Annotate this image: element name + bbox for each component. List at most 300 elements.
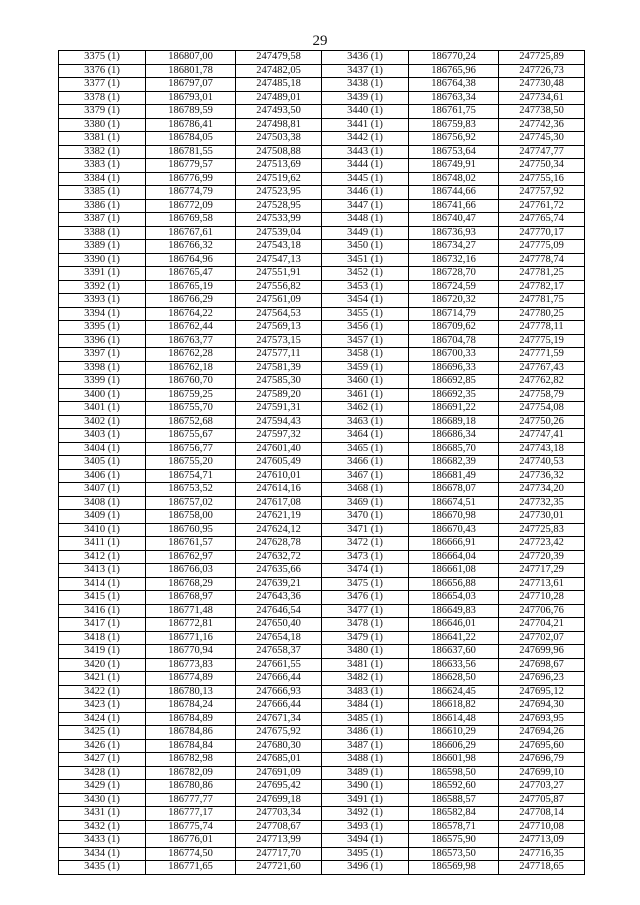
x-coord-right: 186681,49: [409, 469, 499, 483]
point-id-left: 3420 (1): [59, 658, 146, 672]
y-coord-left: 247646,54: [236, 604, 322, 618]
x-coord-right: 186753,64: [409, 145, 499, 159]
point-id-right: 3491 (1): [322, 793, 409, 807]
y-coord-right: 247750,34: [499, 159, 585, 173]
y-coord-right: 247761,72: [499, 199, 585, 213]
y-coord-right: 247710,28: [499, 591, 585, 605]
point-id-left: 3387 (1): [59, 213, 146, 227]
y-coord-left: 247654,18: [236, 631, 322, 645]
x-coord-right: 186736,93: [409, 226, 499, 240]
x-coord-left: 186773,83: [146, 658, 236, 672]
x-coord-right: 186649,83: [409, 604, 499, 618]
y-coord-right: 247708,14: [499, 807, 585, 821]
y-coord-right: 247704,21: [499, 618, 585, 632]
y-coord-left: 247482,05: [236, 64, 322, 78]
y-coord-right: 247771,59: [499, 348, 585, 362]
point-id-left: 3375 (1): [59, 51, 146, 65]
point-id-right: 3477 (1): [322, 604, 409, 618]
x-coord-right: 186724,59: [409, 280, 499, 294]
table-row: [59, 118, 585, 132]
y-coord-left: 247556,82: [236, 280, 322, 294]
table-row: [59, 537, 585, 551]
x-coord-right: 186734,27: [409, 240, 499, 254]
y-coord-left: 247708,67: [236, 820, 322, 834]
point-id-left: 3427 (1): [59, 753, 146, 767]
table-row: [59, 375, 585, 389]
table-row: [59, 726, 585, 740]
point-id-left: 3385 (1): [59, 186, 146, 200]
x-coord-right: 186610,29: [409, 726, 499, 740]
y-coord-left: 247489,01: [236, 91, 322, 105]
y-coord-left: 247581,39: [236, 361, 322, 375]
table-row: [59, 712, 585, 726]
point-id-left: 3419 (1): [59, 645, 146, 659]
x-coord-right: 186714,79: [409, 307, 499, 321]
y-coord-left: 247589,20: [236, 388, 322, 402]
point-id-left: 3423 (1): [59, 699, 146, 713]
point-id-left: 3376 (1): [59, 64, 146, 78]
point-id-left: 3402 (1): [59, 415, 146, 429]
table-row: [59, 132, 585, 146]
y-coord-left: 247594,43: [236, 415, 322, 429]
point-id-left: 3388 (1): [59, 226, 146, 240]
y-coord-right: 247770,17: [499, 226, 585, 240]
point-id-left: 3398 (1): [59, 361, 146, 375]
y-coord-left: 247597,32: [236, 429, 322, 443]
point-id-left: 3414 (1): [59, 577, 146, 591]
table-row: [59, 280, 585, 294]
x-coord-right: 186720,32: [409, 294, 499, 308]
point-id-right: 3490 (1): [322, 780, 409, 794]
point-id-right: 3486 (1): [322, 726, 409, 740]
y-coord-left: 247493,50: [236, 105, 322, 119]
x-coord-left: 186774,89: [146, 672, 236, 686]
table-row: [59, 51, 585, 65]
x-coord-left: 186759,25: [146, 388, 236, 402]
x-coord-left: 186781,55: [146, 145, 236, 159]
y-coord-right: 247754,08: [499, 402, 585, 416]
x-coord-left: 186762,97: [146, 550, 236, 564]
y-coord-right: 247702,07: [499, 631, 585, 645]
y-coord-left: 247703,34: [236, 807, 322, 821]
x-coord-left: 186801,78: [146, 64, 236, 78]
x-coord-right: 186575,90: [409, 834, 499, 848]
x-coord-right: 186692,35: [409, 388, 499, 402]
point-id-left: 3408 (1): [59, 496, 146, 510]
x-coord-right: 186666,91: [409, 537, 499, 551]
y-coord-right: 247781,25: [499, 267, 585, 281]
x-coord-right: 186740,47: [409, 213, 499, 227]
y-coord-left: 247485,18: [236, 78, 322, 92]
y-coord-right: 247699,96: [499, 645, 585, 659]
x-coord-left: 186793,01: [146, 91, 236, 105]
x-coord-left: 186761,57: [146, 537, 236, 551]
x-coord-right: 186637,60: [409, 645, 499, 659]
x-coord-left: 186784,89: [146, 712, 236, 726]
x-coord-left: 186797,07: [146, 78, 236, 92]
point-id-left: 3382 (1): [59, 145, 146, 159]
point-id-left: 3401 (1): [59, 402, 146, 416]
table-row: [59, 240, 585, 254]
y-coord-right: 247710,08: [499, 820, 585, 834]
y-coord-left: 247621,19: [236, 510, 322, 524]
point-id-right: 3472 (1): [322, 537, 409, 551]
x-coord-left: 186768,97: [146, 591, 236, 605]
point-id-right: 3439 (1): [322, 91, 409, 105]
point-id-right: 3437 (1): [322, 64, 409, 78]
point-id-left: 3378 (1): [59, 91, 146, 105]
y-coord-right: 247738,50: [499, 105, 585, 119]
x-coord-right: 186588,57: [409, 793, 499, 807]
y-coord-right: 247747,41: [499, 429, 585, 443]
x-coord-left: 186776,99: [146, 172, 236, 186]
point-id-right: 3489 (1): [322, 766, 409, 780]
x-coord-right: 186764,38: [409, 78, 499, 92]
x-coord-left: 186784,24: [146, 699, 236, 713]
y-coord-right: 247696,79: [499, 753, 585, 767]
y-coord-left: 247539,04: [236, 226, 322, 240]
y-coord-left: 247617,08: [236, 496, 322, 510]
table-row: [59, 294, 585, 308]
point-id-left: 3430 (1): [59, 793, 146, 807]
point-id-left: 3399 (1): [59, 375, 146, 389]
y-coord-left: 247503,38: [236, 132, 322, 146]
point-id-right: 3473 (1): [322, 550, 409, 564]
x-coord-left: 186753,52: [146, 483, 236, 497]
point-id-right: 3465 (1): [322, 442, 409, 456]
point-id-left: 3434 (1): [59, 847, 146, 861]
table-row: [59, 186, 585, 200]
table-row: [59, 577, 585, 591]
table-row: [59, 510, 585, 524]
table-row: [59, 172, 585, 186]
x-coord-right: 186661,08: [409, 564, 499, 578]
point-id-left: 3433 (1): [59, 834, 146, 848]
y-coord-left: 247585,30: [236, 375, 322, 389]
x-coord-right: 186664,04: [409, 550, 499, 564]
point-id-right: 3482 (1): [322, 672, 409, 686]
y-coord-right: 247736,32: [499, 469, 585, 483]
x-coord-right: 186709,62: [409, 321, 499, 335]
point-id-right: 3464 (1): [322, 429, 409, 443]
table-row: [59, 618, 585, 632]
y-coord-right: 247696,23: [499, 672, 585, 686]
y-coord-right: 247747,77: [499, 145, 585, 159]
y-coord-right: 247734,61: [499, 91, 585, 105]
point-id-left: 3421 (1): [59, 672, 146, 686]
y-coord-left: 247666,93: [236, 685, 322, 699]
x-coord-right: 186670,43: [409, 523, 499, 537]
x-coord-left: 186774,79: [146, 186, 236, 200]
y-coord-left: 247666,44: [236, 672, 322, 686]
point-id-left: 3412 (1): [59, 550, 146, 564]
y-coord-right: 247750,26: [499, 415, 585, 429]
y-coord-right: 247694,30: [499, 699, 585, 713]
y-coord-left: 247650,40: [236, 618, 322, 632]
y-coord-left: 247717,70: [236, 847, 322, 861]
point-id-left: 3384 (1): [59, 172, 146, 186]
point-id-left: 3424 (1): [59, 712, 146, 726]
y-coord-left: 247519,62: [236, 172, 322, 186]
point-id-left: 3406 (1): [59, 469, 146, 483]
table-row: [59, 604, 585, 618]
point-id-right: 3449 (1): [322, 226, 409, 240]
table-row: [59, 550, 585, 564]
x-coord-left: 186756,77: [146, 442, 236, 456]
y-coord-right: 247743,18: [499, 442, 585, 456]
point-id-right: 3479 (1): [322, 631, 409, 645]
x-coord-right: 186598,50: [409, 766, 499, 780]
x-coord-left: 186760,95: [146, 523, 236, 537]
x-coord-right: 186656,88: [409, 577, 499, 591]
x-coord-left: 186786,41: [146, 118, 236, 132]
point-id-right: 3447 (1): [322, 199, 409, 213]
x-coord-left: 186755,67: [146, 429, 236, 443]
x-coord-right: 186732,16: [409, 253, 499, 267]
x-coord-left: 186782,09: [146, 766, 236, 780]
point-id-right: 3461 (1): [322, 388, 409, 402]
table-row: [59, 739, 585, 753]
y-coord-right: 247755,16: [499, 172, 585, 186]
table-row: [59, 145, 585, 159]
x-coord-left: 186763,77: [146, 334, 236, 348]
x-coord-left: 186762,18: [146, 361, 236, 375]
y-coord-left: 247658,37: [236, 645, 322, 659]
y-coord-left: 247547,13: [236, 253, 322, 267]
y-coord-right: 247778,11: [499, 321, 585, 335]
y-coord-right: 247745,30: [499, 132, 585, 146]
table-row: [59, 213, 585, 227]
table-row: [59, 645, 585, 659]
x-coord-right: 186682,39: [409, 456, 499, 470]
point-id-right: 3458 (1): [322, 348, 409, 362]
x-coord-left: 186757,02: [146, 496, 236, 510]
point-id-left: 3383 (1): [59, 159, 146, 173]
coordinates-table: [58, 50, 585, 875]
x-coord-left: 186777,77: [146, 793, 236, 807]
y-coord-right: 247726,73: [499, 64, 585, 78]
y-coord-left: 247601,40: [236, 442, 322, 456]
y-coord-left: 247635,66: [236, 564, 322, 578]
point-id-left: 3415 (1): [59, 591, 146, 605]
y-coord-right: 247765,74: [499, 213, 585, 227]
y-coord-left: 247573,15: [236, 334, 322, 348]
x-coord-right: 186670,98: [409, 510, 499, 524]
table-row: [59, 591, 585, 605]
y-coord-right: 247705,87: [499, 793, 585, 807]
y-coord-left: 247614,16: [236, 483, 322, 497]
point-id-left: 3426 (1): [59, 739, 146, 753]
point-id-left: 3390 (1): [59, 253, 146, 267]
y-coord-right: 247713,61: [499, 577, 585, 591]
point-id-right: 3484 (1): [322, 699, 409, 713]
point-id-left: 3392 (1): [59, 280, 146, 294]
table-row: [59, 226, 585, 240]
y-coord-left: 247479,58: [236, 51, 322, 65]
point-id-right: 3467 (1): [322, 469, 409, 483]
point-id-left: 3435 (1): [59, 861, 146, 875]
point-id-right: 3445 (1): [322, 172, 409, 186]
x-coord-right: 186700,33: [409, 348, 499, 362]
x-coord-right: 186606,29: [409, 739, 499, 753]
y-coord-left: 247666,44: [236, 699, 322, 713]
point-id-left: 3393 (1): [59, 294, 146, 308]
point-id-right: 3457 (1): [322, 334, 409, 348]
y-coord-left: 247675,92: [236, 726, 322, 740]
x-coord-left: 186780,13: [146, 685, 236, 699]
x-coord-left: 186766,03: [146, 564, 236, 578]
table-row: [59, 159, 585, 173]
x-coord-right: 186765,96: [409, 64, 499, 78]
point-id-left: 3411 (1): [59, 537, 146, 551]
x-coord-right: 186578,71: [409, 820, 499, 834]
point-id-right: 3451 (1): [322, 253, 409, 267]
x-coord-left: 186784,84: [146, 739, 236, 753]
point-id-right: 3469 (1): [322, 496, 409, 510]
x-coord-left: 186775,74: [146, 820, 236, 834]
table-row: [59, 415, 585, 429]
y-coord-left: 247528,95: [236, 199, 322, 213]
x-coord-right: 186614,48: [409, 712, 499, 726]
point-id-right: 3468 (1): [322, 483, 409, 497]
y-coord-left: 247680,30: [236, 739, 322, 753]
table-row: [59, 523, 585, 537]
y-coord-right: 247732,35: [499, 496, 585, 510]
point-id-right: 3443 (1): [322, 145, 409, 159]
point-id-left: 3380 (1): [59, 118, 146, 132]
x-coord-right: 186692,85: [409, 375, 499, 389]
x-coord-right: 186759,83: [409, 118, 499, 132]
y-coord-right: 247762,82: [499, 375, 585, 389]
table-row: [59, 199, 585, 213]
y-coord-right: 247758,79: [499, 388, 585, 402]
point-id-left: 3379 (1): [59, 105, 146, 119]
y-coord-left: 247533,99: [236, 213, 322, 227]
point-id-left: 3396 (1): [59, 334, 146, 348]
x-coord-left: 186774,50: [146, 847, 236, 861]
table-row: [59, 78, 585, 92]
y-coord-right: 247730,48: [499, 78, 585, 92]
point-id-right: 3470 (1): [322, 510, 409, 524]
table-row: [59, 388, 585, 402]
point-id-right: 3480 (1): [322, 645, 409, 659]
y-coord-right: 247694,26: [499, 726, 585, 740]
y-coord-right: 247723,42: [499, 537, 585, 551]
y-coord-right: 247699,10: [499, 766, 585, 780]
y-coord-left: 247685,01: [236, 753, 322, 767]
x-coord-right: 186748,02: [409, 172, 499, 186]
y-coord-right: 247706,76: [499, 604, 585, 618]
x-coord-left: 186807,00: [146, 51, 236, 65]
y-coord-right: 247698,67: [499, 658, 585, 672]
x-coord-left: 186784,05: [146, 132, 236, 146]
point-id-right: 3475 (1): [322, 577, 409, 591]
y-coord-left: 247551,91: [236, 267, 322, 281]
x-coord-right: 186696,33: [409, 361, 499, 375]
y-coord-right: 247782,17: [499, 280, 585, 294]
x-coord-left: 186784,86: [146, 726, 236, 740]
table-row: [59, 267, 585, 281]
table-row: [59, 321, 585, 335]
point-id-right: 3446 (1): [322, 186, 409, 200]
point-id-left: 3395 (1): [59, 321, 146, 335]
table-row: [59, 429, 585, 443]
x-coord-right: 186761,75: [409, 105, 499, 119]
table-row: [59, 820, 585, 834]
table-row: [59, 834, 585, 848]
y-coord-left: 247695,42: [236, 780, 322, 794]
point-id-right: 3440 (1): [322, 105, 409, 119]
x-coord-left: 186772,81: [146, 618, 236, 632]
point-id-right: 3460 (1): [322, 375, 409, 389]
point-id-left: 3422 (1): [59, 685, 146, 699]
table-row: [59, 456, 585, 470]
point-id-right: 3448 (1): [322, 213, 409, 227]
x-coord-left: 186768,29: [146, 577, 236, 591]
point-id-left: 3405 (1): [59, 456, 146, 470]
point-id-left: 3389 (1): [59, 240, 146, 254]
point-id-right: 3453 (1): [322, 280, 409, 294]
y-coord-right: 247713,09: [499, 834, 585, 848]
table-row: [59, 361, 585, 375]
point-id-left: 3413 (1): [59, 564, 146, 578]
x-coord-right: 186624,45: [409, 685, 499, 699]
point-id-left: 3404 (1): [59, 442, 146, 456]
point-id-right: 3454 (1): [322, 294, 409, 308]
x-coord-right: 186592,60: [409, 780, 499, 794]
y-coord-right: 247717,29: [499, 564, 585, 578]
x-coord-left: 186762,28: [146, 348, 236, 362]
x-coord-right: 186569,98: [409, 861, 499, 875]
x-coord-right: 186741,66: [409, 199, 499, 213]
table-row: [59, 780, 585, 794]
point-id-right: 3488 (1): [322, 753, 409, 767]
y-coord-right: 247767,43: [499, 361, 585, 375]
y-coord-right: 247780,25: [499, 307, 585, 321]
y-coord-left: 247523,95: [236, 186, 322, 200]
x-coord-left: 186765,47: [146, 267, 236, 281]
y-coord-left: 247628,78: [236, 537, 322, 551]
y-coord-left: 247498,81: [236, 118, 322, 132]
point-id-left: 3431 (1): [59, 807, 146, 821]
point-id-left: 3417 (1): [59, 618, 146, 632]
y-coord-left: 247713,99: [236, 834, 322, 848]
point-id-right: 3452 (1): [322, 267, 409, 281]
y-coord-right: 247703,27: [499, 780, 585, 794]
point-id-right: 3493 (1): [322, 820, 409, 834]
x-coord-left: 186779,57: [146, 159, 236, 173]
x-coord-right: 186749,91: [409, 159, 499, 173]
point-id-right: 3481 (1): [322, 658, 409, 672]
table-row: [59, 685, 585, 699]
y-coord-right: 247716,35: [499, 847, 585, 861]
table-row: [59, 807, 585, 821]
point-id-left: 3428 (1): [59, 766, 146, 780]
point-id-right: 3485 (1): [322, 712, 409, 726]
point-id-right: 3463 (1): [322, 415, 409, 429]
y-coord-left: 247661,55: [236, 658, 322, 672]
y-coord-left: 247605,49: [236, 456, 322, 470]
x-coord-left: 186770,94: [146, 645, 236, 659]
point-id-left: 3403 (1): [59, 429, 146, 443]
x-coord-right: 186689,18: [409, 415, 499, 429]
point-id-left: 3429 (1): [59, 780, 146, 794]
x-coord-left: 186772,09: [146, 199, 236, 213]
point-id-left: 3432 (1): [59, 820, 146, 834]
point-id-left: 3416 (1): [59, 604, 146, 618]
y-coord-right: 247778,74: [499, 253, 585, 267]
x-coord-left: 186754,71: [146, 469, 236, 483]
